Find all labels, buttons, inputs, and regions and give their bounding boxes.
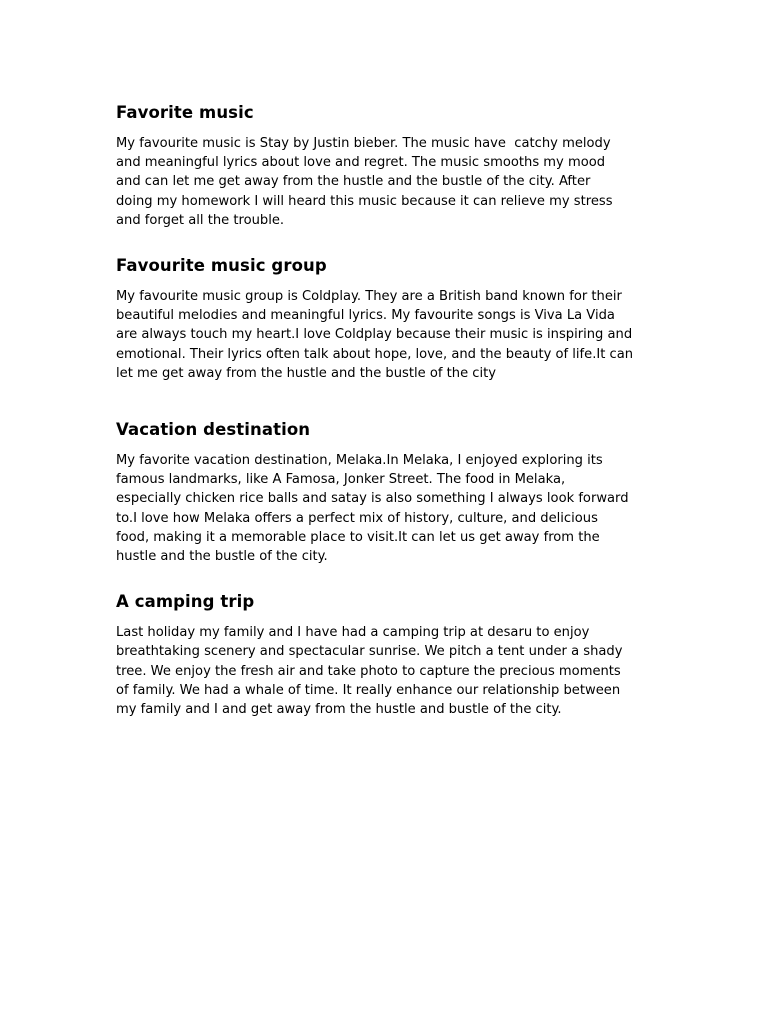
paragraph-line: breathtaking scenery and spectacular sunrise. We pitch a tent under a shady	[116, 644, 623, 660]
paragraph-line: My favourite music group is Coldplay. They are a British band known for their	[116, 289, 622, 305]
paragraph-line: My favorite vacation destination, Melaka.In Melaka, I enjoyed exploring its	[116, 453, 603, 469]
section-heading: Favorite music	[116, 103, 254, 122]
paragraph-line: Last holiday my family and I have had a camping trip at desaru to enjoy	[116, 625, 590, 641]
section-camping-trip	[116, 591, 656, 719]
section-heading: Vacation destination	[116, 420, 311, 440]
paragraph-line: and can let me get away from the hustle and the bustle of the city. After	[116, 174, 591, 190]
paragraph-line: hustle and the bustle of the city.	[116, 549, 328, 565]
paragraph-line: tree. We enjoy the fresh air and take photo to capture the precious moments	[116, 663, 621, 679]
paragraph-line: are always touch my heart.I love Coldplay because their music is inspiring and	[116, 327, 633, 343]
section-heading: Favourite music group	[116, 256, 327, 276]
paragraph-line: food, making it a memorable place to visit.It can let us get away from the	[116, 529, 600, 545]
section-favorite-music	[116, 102, 656, 230]
paragraph-line: beautiful melodies and meaningful lyrics. My favourite songs is Viva La Vida	[116, 308, 615, 324]
section-paragraph	[116, 134, 656, 230]
section-paragraph	[116, 287, 656, 383]
paragraph-line: doing my homework I will heard this music because it can relieve my stress	[116, 193, 613, 209]
section-vacation-destination	[116, 419, 656, 566]
paragraph-line: of family. We had a whale of time. It really enhance our relationship between	[116, 682, 621, 698]
paragraph-line: and meaningful lyrics about love and regret. The music smooths my mood	[116, 155, 606, 171]
section-heading: A camping trip	[116, 592, 255, 612]
document-page	[116, 102, 656, 719]
paragraph-line: to.I love how Melaka offers a perfect mix of history, culture, and delicious	[116, 510, 598, 526]
paragraph-line: let me get away from the hustle and the bustle of the city	[116, 365, 497, 381]
section-favourite-music-group	[116, 255, 656, 383]
paragraph-line: my family and I and get away from the hustle and bustle of the city.	[116, 702, 562, 718]
paragraph-line: famous landmarks, like A Famosa, Jonker Street. The food in Melaka,	[116, 472, 566, 488]
section-paragraph	[116, 623, 656, 719]
section-paragraph	[116, 451, 656, 566]
paragraph-line: and forget all the trouble.	[116, 212, 285, 228]
paragraph-line: emotional. Their lyrics often talk about hope, love, and the beauty of life.It can	[116, 346, 634, 362]
paragraph-line: especially chicken rice balls and satay is also something I always look forward	[116, 491, 629, 507]
paragraph-line: My favourite music is Stay by Justin bieber. The music have catchy melody	[116, 136, 611, 151]
